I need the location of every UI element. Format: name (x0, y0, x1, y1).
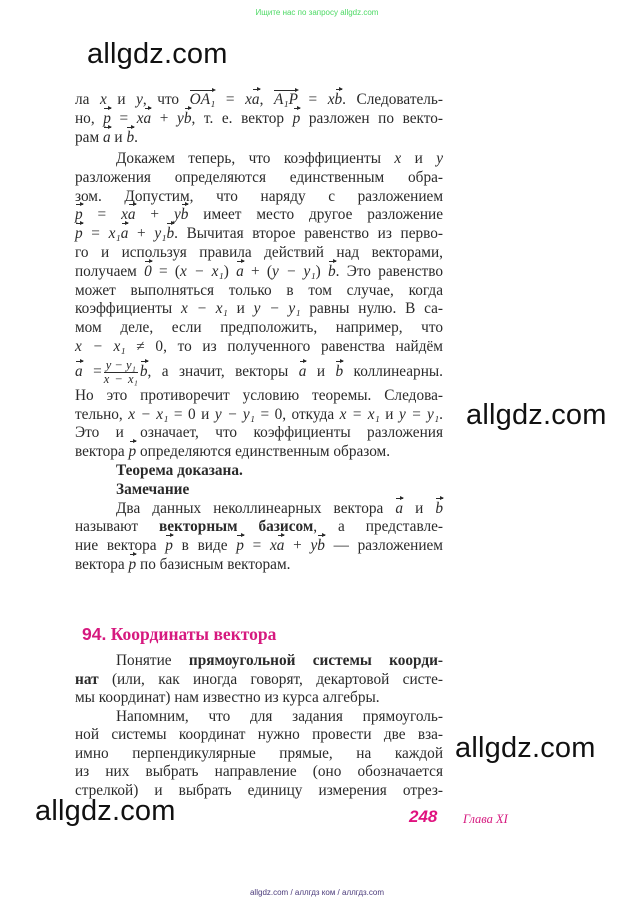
text-run: + ( (243, 262, 272, 280)
text-run: . (439, 405, 443, 423)
vector-symbol: b (126, 128, 135, 146)
text-run: коллинеарны. (343, 362, 443, 380)
text-line (75, 387, 443, 406)
text-run: , что (142, 91, 190, 108)
math-variable: x − x₁ (181, 300, 228, 318)
vector-symbol: p (128, 555, 137, 573)
text-run: и (106, 91, 137, 108)
bottom-banner: allgdz.com / аллгдз ком / аллгдз.com (249, 888, 385, 897)
text-line (75, 671, 443, 690)
text-line (75, 319, 443, 338)
text-line (75, 782, 443, 801)
text-run: ние вектора (75, 537, 166, 555)
text-run: го и используя правила действий над векторами, (75, 243, 443, 261)
text-run: и (379, 405, 399, 423)
text-line (75, 169, 443, 188)
text-run: . Следователь- (342, 91, 443, 108)
text-line (75, 406, 443, 425)
math-variable: y (310, 537, 318, 555)
text-line (75, 338, 443, 357)
vector-symbol: b (139, 362, 148, 380)
math-variable: x (394, 150, 402, 167)
text-line (75, 481, 443, 500)
text-line (75, 500, 443, 519)
text-run: вектора (75, 555, 129, 573)
bold-term: векторным базисом (158, 518, 314, 536)
text-run: ≠ 0, то из полученного равенства найдём (125, 337, 443, 355)
text-run: , а значит, векторы (147, 362, 299, 380)
watermark: allgdz.com (455, 732, 596, 764)
chapter-label: Глава XI (463, 812, 508, 826)
text-run: — разложением (324, 537, 443, 555)
paragraph-block-1 (75, 91, 443, 147)
text-run: называют (75, 518, 159, 536)
text-run: + (284, 537, 311, 555)
watermark: allgdz.com (466, 399, 607, 431)
text-run: и (110, 128, 127, 146)
vector-symbol: p (128, 443, 137, 461)
text-run: , а представле- (313, 518, 443, 536)
text-line (75, 129, 443, 148)
text-line (75, 300, 443, 319)
math-variable: y (177, 109, 184, 127)
text-run: разложен по векто- (300, 109, 443, 127)
text-run: Это и означает, что коэффициенты разложения (75, 424, 443, 442)
vector-symbol: a (143, 109, 152, 127)
text-line (75, 263, 443, 282)
math-variable: x − x₁ (75, 337, 126, 355)
text-run: ной системы координат нужно провести две вза- (75, 726, 443, 743)
text-run: (или, как иногда говорят, декартовой систе- (98, 670, 443, 688)
math-variable: y − y₁ (253, 300, 301, 318)
text-run: тельно, (75, 405, 129, 423)
text-line (75, 726, 443, 745)
text-line (75, 689, 443, 708)
text-line (75, 225, 443, 244)
text-line (75, 244, 443, 263)
vector-symbol: b (183, 109, 192, 127)
section-heading (82, 624, 276, 645)
text-run: имеет место другое разложение (188, 206, 443, 224)
text-line (75, 443, 443, 462)
text-run: = 0, откуда (255, 405, 340, 423)
vector-symbol: a (395, 499, 404, 517)
section-title: Координаты вектора (110, 624, 277, 644)
math-variable: x (269, 537, 277, 555)
vector-symbol: b (335, 362, 344, 380)
text-run: = (82, 225, 109, 243)
text-line (75, 708, 443, 727)
math-variable: y₁ (154, 225, 167, 243)
math-variable: x (121, 206, 128, 224)
paragraph-block-2 (75, 150, 443, 575)
vector-symbol: p (165, 537, 173, 555)
vector-symbol: p (236, 537, 244, 555)
watermark: allgdz.com (87, 38, 228, 70)
vector-symbol: b (328, 262, 336, 280)
vector-symbol: a (102, 128, 111, 146)
text-run: ) (223, 262, 237, 280)
text-run: разложения определяются единственным обра- (75, 168, 443, 186)
vector-symbol: b (334, 91, 343, 108)
math-variable: x (245, 91, 252, 108)
vector-symbol: a (298, 362, 307, 380)
text-run: = ( (151, 262, 180, 280)
math-variable: x (136, 109, 144, 127)
text-line (75, 556, 443, 575)
text-line (75, 518, 443, 537)
text-run: = (82, 206, 122, 224)
text-run: но, (75, 109, 104, 127)
math-variable: x (99, 91, 107, 108)
math-variable: x − x₁ (128, 405, 169, 423)
text-run: в виде (172, 537, 237, 555)
vector-symbol: b (317, 537, 325, 555)
text-line (75, 206, 443, 225)
vector-symbol: a (251, 91, 260, 108)
text-line (75, 462, 443, 481)
text-run: и (403, 499, 436, 517)
text-run: мом деле, если предположить, например, что (75, 319, 443, 337)
page-number: 248 (409, 807, 438, 826)
text-run: получаем (75, 262, 145, 280)
text-run: , (259, 91, 274, 108)
text-run: , т. е. вектор (191, 109, 293, 127)
math-variable: y − y₁ (271, 262, 316, 280)
text-line (75, 150, 443, 169)
text-run: . Это равенство (335, 262, 443, 280)
top-banner: Ищите нас по запросу allgdz.com (255, 8, 379, 17)
math-variable: y (436, 150, 443, 167)
text-run: = (110, 109, 137, 127)
vector-symbol: p (103, 109, 111, 127)
text-run: ) (315, 262, 328, 280)
vector-symbol: 0 (144, 262, 152, 280)
text-run: . Вычитая второе равенство из перво- (174, 225, 444, 243)
text-run: = (297, 91, 328, 108)
text-run: определяются единственным образом. (136, 443, 391, 461)
math-variable: y (173, 206, 181, 224)
fraction (104, 359, 138, 386)
math-variable: y = y₁ (398, 405, 440, 423)
vector-symbol: a (120, 225, 129, 243)
text-run: мы координат) нам известно из курса алгебры. (75, 689, 380, 706)
math-variable: x = x₁ (339, 405, 380, 423)
text-run: Напомним, что для задания прямоуголь- (116, 707, 443, 725)
text-line (75, 763, 443, 782)
text-run: Докажем теперь, что коэффициенты (116, 150, 395, 167)
text-run: и (227, 300, 254, 318)
text-line (75, 282, 443, 301)
vector-symbol: a (127, 206, 136, 224)
math-variable: x₁ (108, 225, 121, 243)
bold-term: нат (75, 670, 99, 688)
vector-symbol: b (180, 206, 189, 224)
text-run: = (82, 362, 102, 380)
math-variable: y − y₁ (214, 405, 255, 423)
section-number: 94. (82, 624, 107, 644)
text-run: + (128, 225, 155, 243)
text-run: . (134, 128, 138, 146)
text-run: вектора (75, 443, 129, 461)
watermark: allgdz.com (35, 795, 176, 827)
text-run: Два данных неколлинеарных вектора (116, 499, 396, 517)
text-run: и (306, 362, 336, 380)
vector-symbol: A₁P (273, 91, 298, 108)
fraction-denominator: x − x₁ (103, 371, 138, 386)
text-line (75, 652, 443, 671)
text-run: Понятие (116, 652, 189, 669)
math-variable: y (136, 91, 143, 108)
vector-symbol: p (75, 225, 83, 243)
text-line (75, 357, 443, 387)
paragraph-block-3 (75, 652, 443, 800)
bold-term: Теорема доказана. (116, 461, 243, 479)
math-variable: x (327, 91, 335, 108)
text-run: рам (75, 128, 103, 146)
vector-symbol: a (75, 362, 83, 380)
text-run: зом. Допустим, что наряду с разложением (75, 187, 443, 205)
text-run: равны нулю. В са- (300, 300, 443, 318)
text-run: = (243, 537, 270, 555)
math-variable: x − x₁ (180, 262, 224, 280)
bold-term: прямоугольной системы коорди- (188, 652, 443, 669)
text-run: = (215, 91, 246, 108)
text-line (75, 745, 443, 764)
bold-term: Замечание (116, 480, 190, 498)
text-run: может выполняться только в том случае, когда (75, 281, 443, 299)
text-run: коэффициенты (75, 300, 182, 318)
text-run: Но это противоречит условию теоремы. Следова- (75, 386, 443, 404)
vector-symbol: a (236, 262, 244, 280)
text-run: ла (75, 91, 100, 108)
vector-symbol: a (276, 537, 285, 555)
fraction-numerator: y − y₁ (105, 357, 136, 372)
text-run: + (151, 109, 178, 127)
text-line (75, 91, 443, 110)
text-run: стрелкой) и выбрать единицу измерения отрез- (75, 781, 443, 799)
vector-symbol: p (75, 206, 83, 224)
vector-symbol: OA₁ (189, 91, 216, 108)
text-run: + (135, 206, 174, 224)
text-run: имно перпендикулярные прямые, на каждой (75, 744, 443, 762)
text-run: из них выбрать направление (оно обозначается (75, 763, 443, 780)
vector-symbol: p (292, 109, 301, 127)
vector-symbol: b (435, 499, 443, 517)
text-run: = 0 и (168, 405, 215, 423)
text-run: и (401, 150, 437, 167)
text-run: по базисным векторам. (136, 555, 291, 573)
vector-symbol: b (166, 225, 175, 243)
